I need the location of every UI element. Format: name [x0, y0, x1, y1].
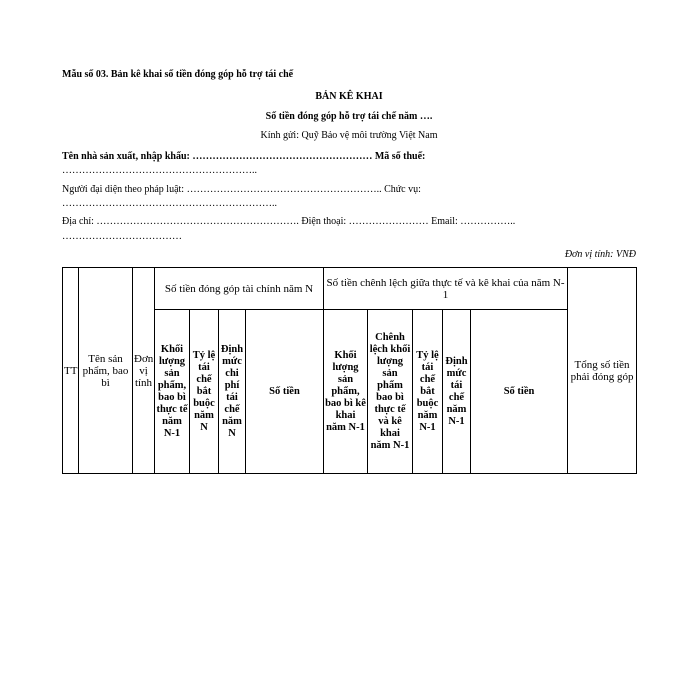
- address-field: Địa chỉ: ……………………………………………………. Điện thoại: …………………… Email: ……………..: [62, 216, 516, 227]
- header-amount-n1: Số tiền: [471, 310, 568, 474]
- header-product: Tên sản phẩm, bao bì: [79, 268, 133, 474]
- header-unit: Đơn vị tính: [133, 268, 155, 474]
- header-group-year-n: Số tiền đóng góp tài chính năm N: [155, 268, 324, 310]
- header-tt: TT: [63, 268, 79, 474]
- producer-field: Tên nhà sản xuất, nhập khẩu: ……………………………………………… Mã số thuế:: [62, 151, 426, 162]
- header-total: Tổng số tiền phải đóng góp: [568, 268, 637, 474]
- header-declared-volume-n1: Khối lượng sản phẩm, bao bì kê khai năm N-1: [324, 310, 368, 474]
- header-group-difference: Số tiền chênh lệch giữa thực tế và kê khai của năm N-1: [324, 268, 568, 310]
- header-recycling-norm-n1: Định mức tái chế năm N-1: [443, 310, 471, 474]
- document-title: BẢN KÊ KHAI: [315, 91, 383, 102]
- producer-field-continued: …………………………………………………..: [62, 165, 257, 176]
- representative-field: Người đại diện theo pháp luật: ………………………………………………….. Chức vụ:: [62, 184, 421, 195]
- header-volume-difference-n1: Chênh lệch khối lượng sản phẩm bao bì thực tế và kê khai năm N-1: [368, 310, 413, 474]
- header-recycling-rate-n: Tỷ lệ tái chế bắt buộc năm N: [190, 310, 219, 474]
- declaration-table: [62, 267, 637, 474]
- currency-unit-note: Đơn vị tính: VNĐ: [564, 249, 636, 260]
- header-amount-n: Số tiền: [246, 310, 324, 474]
- address-field-continued: ………………………………: [62, 231, 182, 242]
- document-subtitle: Số tiền đóng góp hỗ trợ tái chế năm ….: [265, 111, 433, 122]
- header-recycling-rate-n1: Tỷ lệ tái chế bắt buộc năm N-1: [413, 310, 443, 474]
- representative-field-continued: ………………………………………………………..: [62, 198, 277, 209]
- form-title: Mẫu số 03. Bản kê khai số tiền đóng góp hỗ trợ tái chế: [62, 69, 294, 80]
- header-actual-volume-n1: Khối lượng sản phẩm, bao bì thực tế năm N-1: [155, 310, 190, 474]
- addressee: Kính gửi: Quỹ Bảo vệ môi trường Việt Nam: [260, 130, 438, 141]
- header-recycling-cost-norm-n: Định mức chi phí tái chế năm N: [219, 310, 246, 474]
